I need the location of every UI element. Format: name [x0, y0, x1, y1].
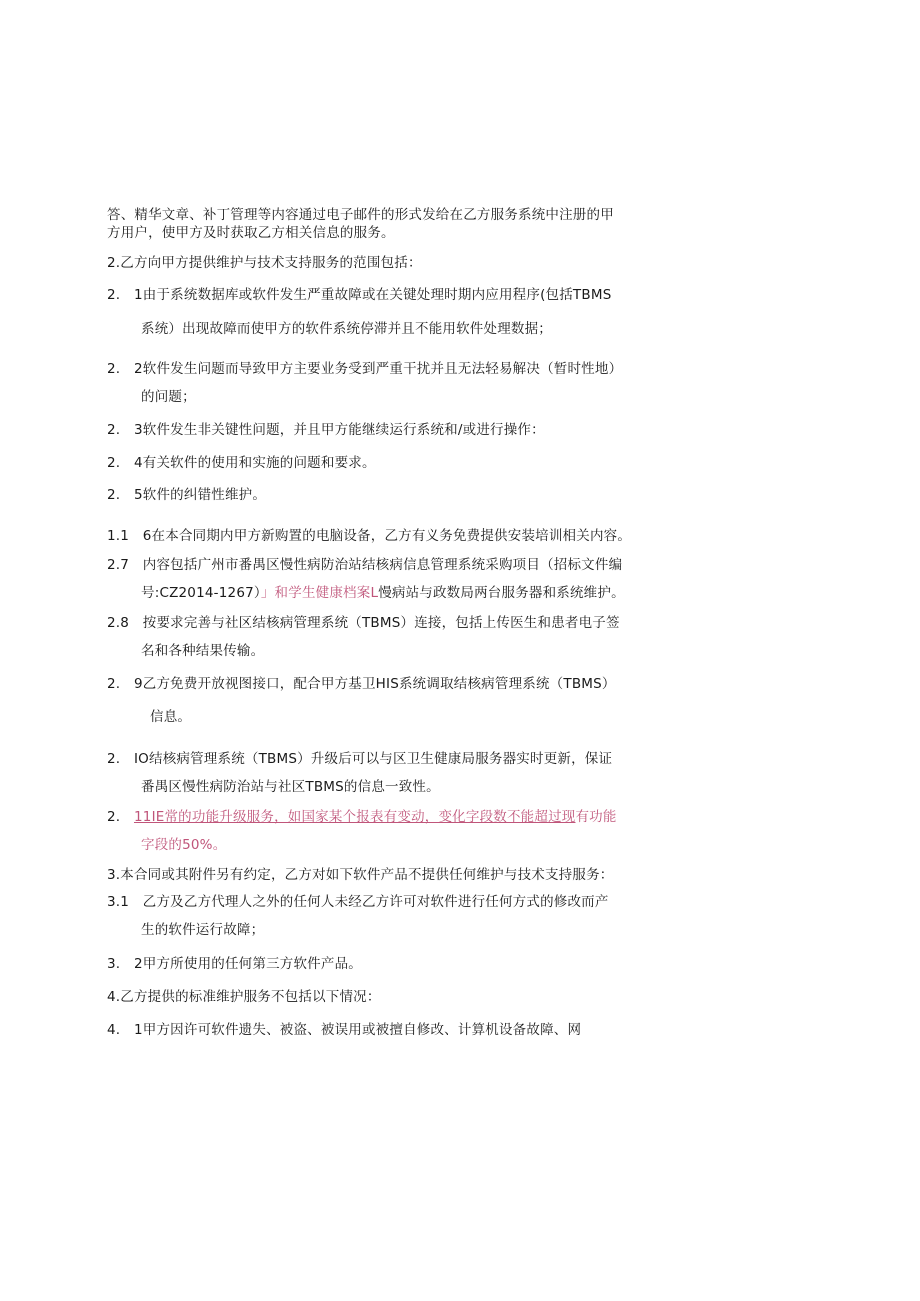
list-item: 2. 4有关软件的使用和实施的问题和要求。	[107, 455, 376, 471]
list-item-continuation: 的问题；	[141, 389, 196, 405]
list-item-continuation: 生的软件运行故障；	[141, 922, 265, 938]
list-item: 3. 2甲方所使用的任何第三方软件产品。	[107, 956, 362, 972]
list-item: 2.7 内容包括广州市番禺区慢性病防治站结核病信息管理系统采购项目（招标文件编	[107, 557, 623, 573]
list-item: 2.8 按要求完善与社区结核病管理系统（TBMS）连接，包括上传医生和患者电子签	[107, 615, 620, 631]
list-number: 2.	[107, 809, 121, 825]
list-item-continuation: 信息。	[150, 709, 192, 725]
list-item: 2. IO结核病管理系统（TBMS）升级后可以与区卫生健康局服务器实时更新，保证	[107, 751, 613, 767]
list-item-continuation: 字段的50%。	[141, 837, 227, 853]
list-item: 2. 5软件的纠错性维护。	[107, 487, 267, 503]
section-heading: 4.乙方提供的标准维护服务不包括以下情况：	[107, 989, 381, 1005]
list-item-continuation: 系统）出现故障而使甲方的软件系统停滞并且不能用软件处理数据；	[141, 321, 552, 337]
underlined-revision: 11IE常的功能升级服务，如国家某个报表有变动，变化字段数不能超过现	[133, 809, 576, 825]
list-item: 2. 3软件发生非关键性问题，并且甲方能继续运行系统和/或进行操作：	[107, 422, 545, 438]
list-item-continuation: 名和各种结果传输。	[141, 643, 265, 659]
list-item: 2. 9乙方免费开放视图接口，配合甲方基卫HIS系统调取结核病管理系统（TBMS）	[107, 676, 616, 692]
list-item-continuation	[141, 584, 625, 602]
list-item: 3.1 乙方及乙方代理人之外的任何人未经乙方许可对软件进行任何方式的修改而产	[107, 894, 609, 910]
list-item: 4. 1甲方因许可软件遗失、被盗、被误用或被擅自修改、计算机设备故障、网	[107, 1022, 582, 1038]
text-segment: 慢病站与政数局两台服务器和系统维护。	[378, 585, 625, 601]
revision-text: 有功能	[575, 809, 617, 825]
list-item: 2. 2软件发生问题而导致甲方主要业务受到严重干扰并且无法轻易解决（暂时性地）	[107, 361, 623, 377]
list-item: 1.1 6在本合同期内甲方新购置的电脑设备，乙方有义务免费提供安装培训相关内容。	[107, 528, 632, 544]
paragraph-line: 方用户，使甲方及时获取乙方相关信息的服务。	[107, 225, 395, 241]
list-item: 2. 1由于系统数据库或软件发生严重故障或在关键处理时期内应用程序(包括TBMS	[107, 287, 612, 303]
list-item-continuation: 番禺区慢性病防治站与社区TBMS的信息一致性。	[141, 779, 440, 795]
section-heading: 3.本合同或其附件另有约定，乙方对如下软件产品不提供任何维护与技术支持服务：	[107, 867, 614, 883]
list-item	[107, 808, 617, 826]
paragraph-line: 答、精华文章、补丁管理等内容通过电子邮件的形式发给在乙方服务系统中注册的甲	[107, 207, 614, 223]
highlighted-text: 」和学生健康档案L	[260, 585, 379, 601]
tender-number: 号:CZ2014-1267）	[141, 585, 261, 601]
section-heading: 2.乙方向甲方提供维护与技术支持服务的范围包括：	[107, 255, 422, 271]
